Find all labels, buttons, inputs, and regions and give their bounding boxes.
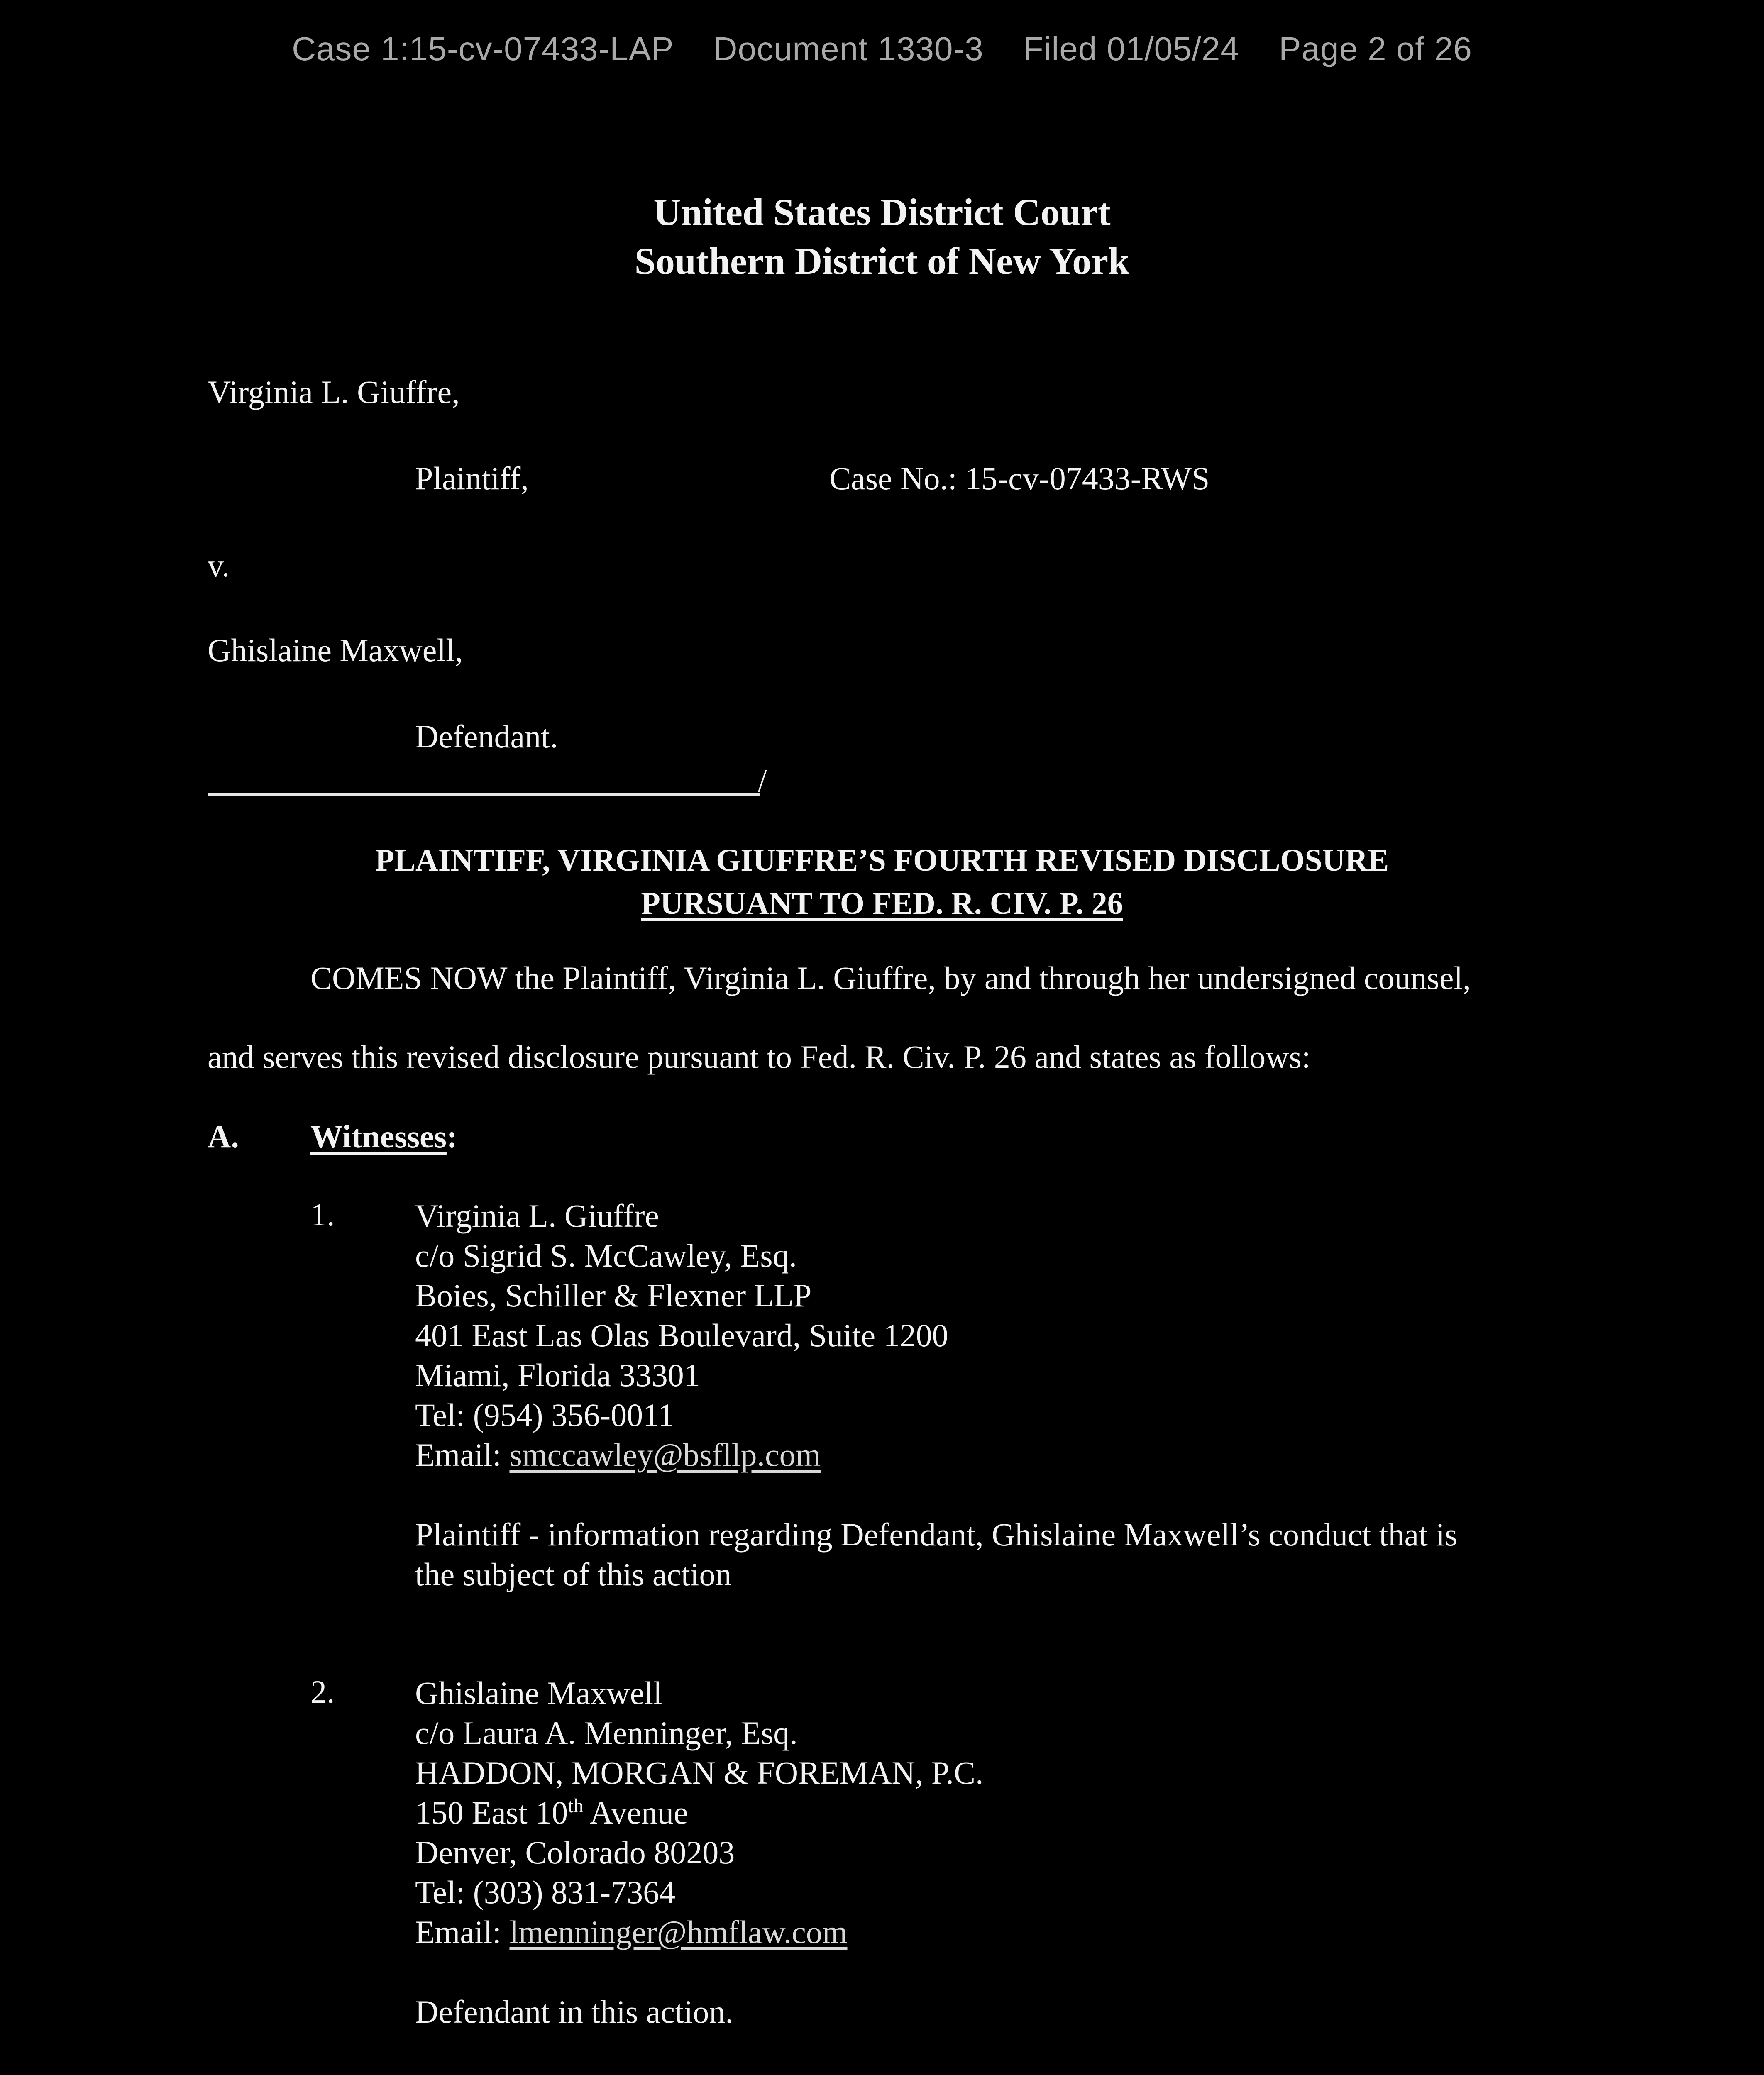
witness-2-street [415,1793,984,1833]
witness-2-address-block [415,1673,984,1952]
witness-2-tel: Tel: (303) 831-7364 [415,1874,676,1910]
witness-1-address-block [415,1196,948,1475]
court-name-line-2: Southern District of New York [634,240,1130,282]
section-a-colon: : [446,1118,457,1155]
witness-1-city: Miami, Florida 33301 [415,1357,700,1393]
plaintiff-name: Virginia L. Giuffre, [208,374,460,410]
witness-2-street-sup: th [568,1795,584,1817]
witness-1-firm: Boies, Schiller & Flexner LLP [415,1277,812,1313]
document-title-line-1: PLAINTIFF, VIRGINIA GIUFFRE’S FOURTH REVISED DISCLOSURE [375,843,1389,878]
ecf-header-stamp [0,30,1764,68]
defendant-name: Ghislaine Maxwell, [208,632,463,668]
document-title-line-2-wrap [0,876,1764,930]
caption-slash: / [758,762,767,798]
witness-2-care-of: c/o Laura A. Menninger, Esq. [415,1715,798,1751]
witness-2-description: Defendant in this action. [415,1994,733,2030]
section-a-heading-text: Witnesses [310,1118,447,1155]
witness-1-street: 401 East Las Olas Boulevard, Suite 1200 [415,1317,948,1353]
witness-2-street-a: 150 East 10 [415,1794,568,1831]
document-title-line-2: PURSUANT TO FED. R. CIV. P. 26 [641,886,1123,921]
witness-2-street-b: Avenue [583,1794,688,1831]
witness-2-email-link[interactable]: lmenninger@hmflaw.com [509,1914,848,1950]
witness-1-tel: Tel: (954) 356-0011 [415,1397,674,1433]
plaintiff-role: Plaintiff, [415,460,529,496]
witness-1-name: Virginia L. Giuffre [415,1198,660,1234]
witness-2-email-label: Email: [415,1914,510,1950]
witness-1-desc-line-2: the subject of this action [415,1556,732,1592]
witness-2-email-line [415,1912,984,1952]
versus: v. [208,547,230,583]
defendant-role: Defendant. [415,718,558,754]
witness-2-number: 2. [310,1674,335,1710]
witness-2-name: Ghislaine Maxwell [415,1675,662,1711]
witness-1-desc-line-1: Plaintiff - information regarding Defendant, Ghislaine Maxwell’s conduct that is [415,1516,1458,1553]
header-filed-date: Filed 01/05/24 [1023,30,1239,67]
header-document-number: Document 1330-3 [713,30,984,67]
intro-line-2: and serves this revised disclosure pursuant to Fed. R. Civ. P. 26 and states as follows: [208,1039,1311,1075]
witness-1-email-link[interactable]: smccawley@bsfllp.com [509,1437,821,1473]
caption-rule [208,793,760,796]
header-case-number: Case 1:15-cv-07433-LAP [292,30,674,67]
header-page-number: Page 2 of 26 [1279,30,1472,67]
section-a-heading [310,1118,457,1155]
witness-1-email-line [415,1435,948,1475]
case-number: Case No.: 15-cv-07433-RWS [829,460,1210,496]
witness-2-city: Denver, Colorado 80203 [415,1834,735,1870]
witness-1-email-label: Email: [415,1437,510,1473]
court-name-line-1: United States District Court [653,191,1111,233]
witness-2-firm: HADDON, MORGAN & FOREMAN, P.C. [415,1755,984,1791]
witness-1-care-of: c/o Sigrid S. McCawley, Esq. [415,1238,797,1274]
witness-1-number: 1. [310,1196,335,1233]
section-a-letter: A. [208,1118,239,1155]
witness-1-description [415,1515,1457,1594]
intro-line-1: COMES NOW the Plaintiff, Virginia L. Giuffre, by and through her undersigned counsel, [310,960,1471,996]
